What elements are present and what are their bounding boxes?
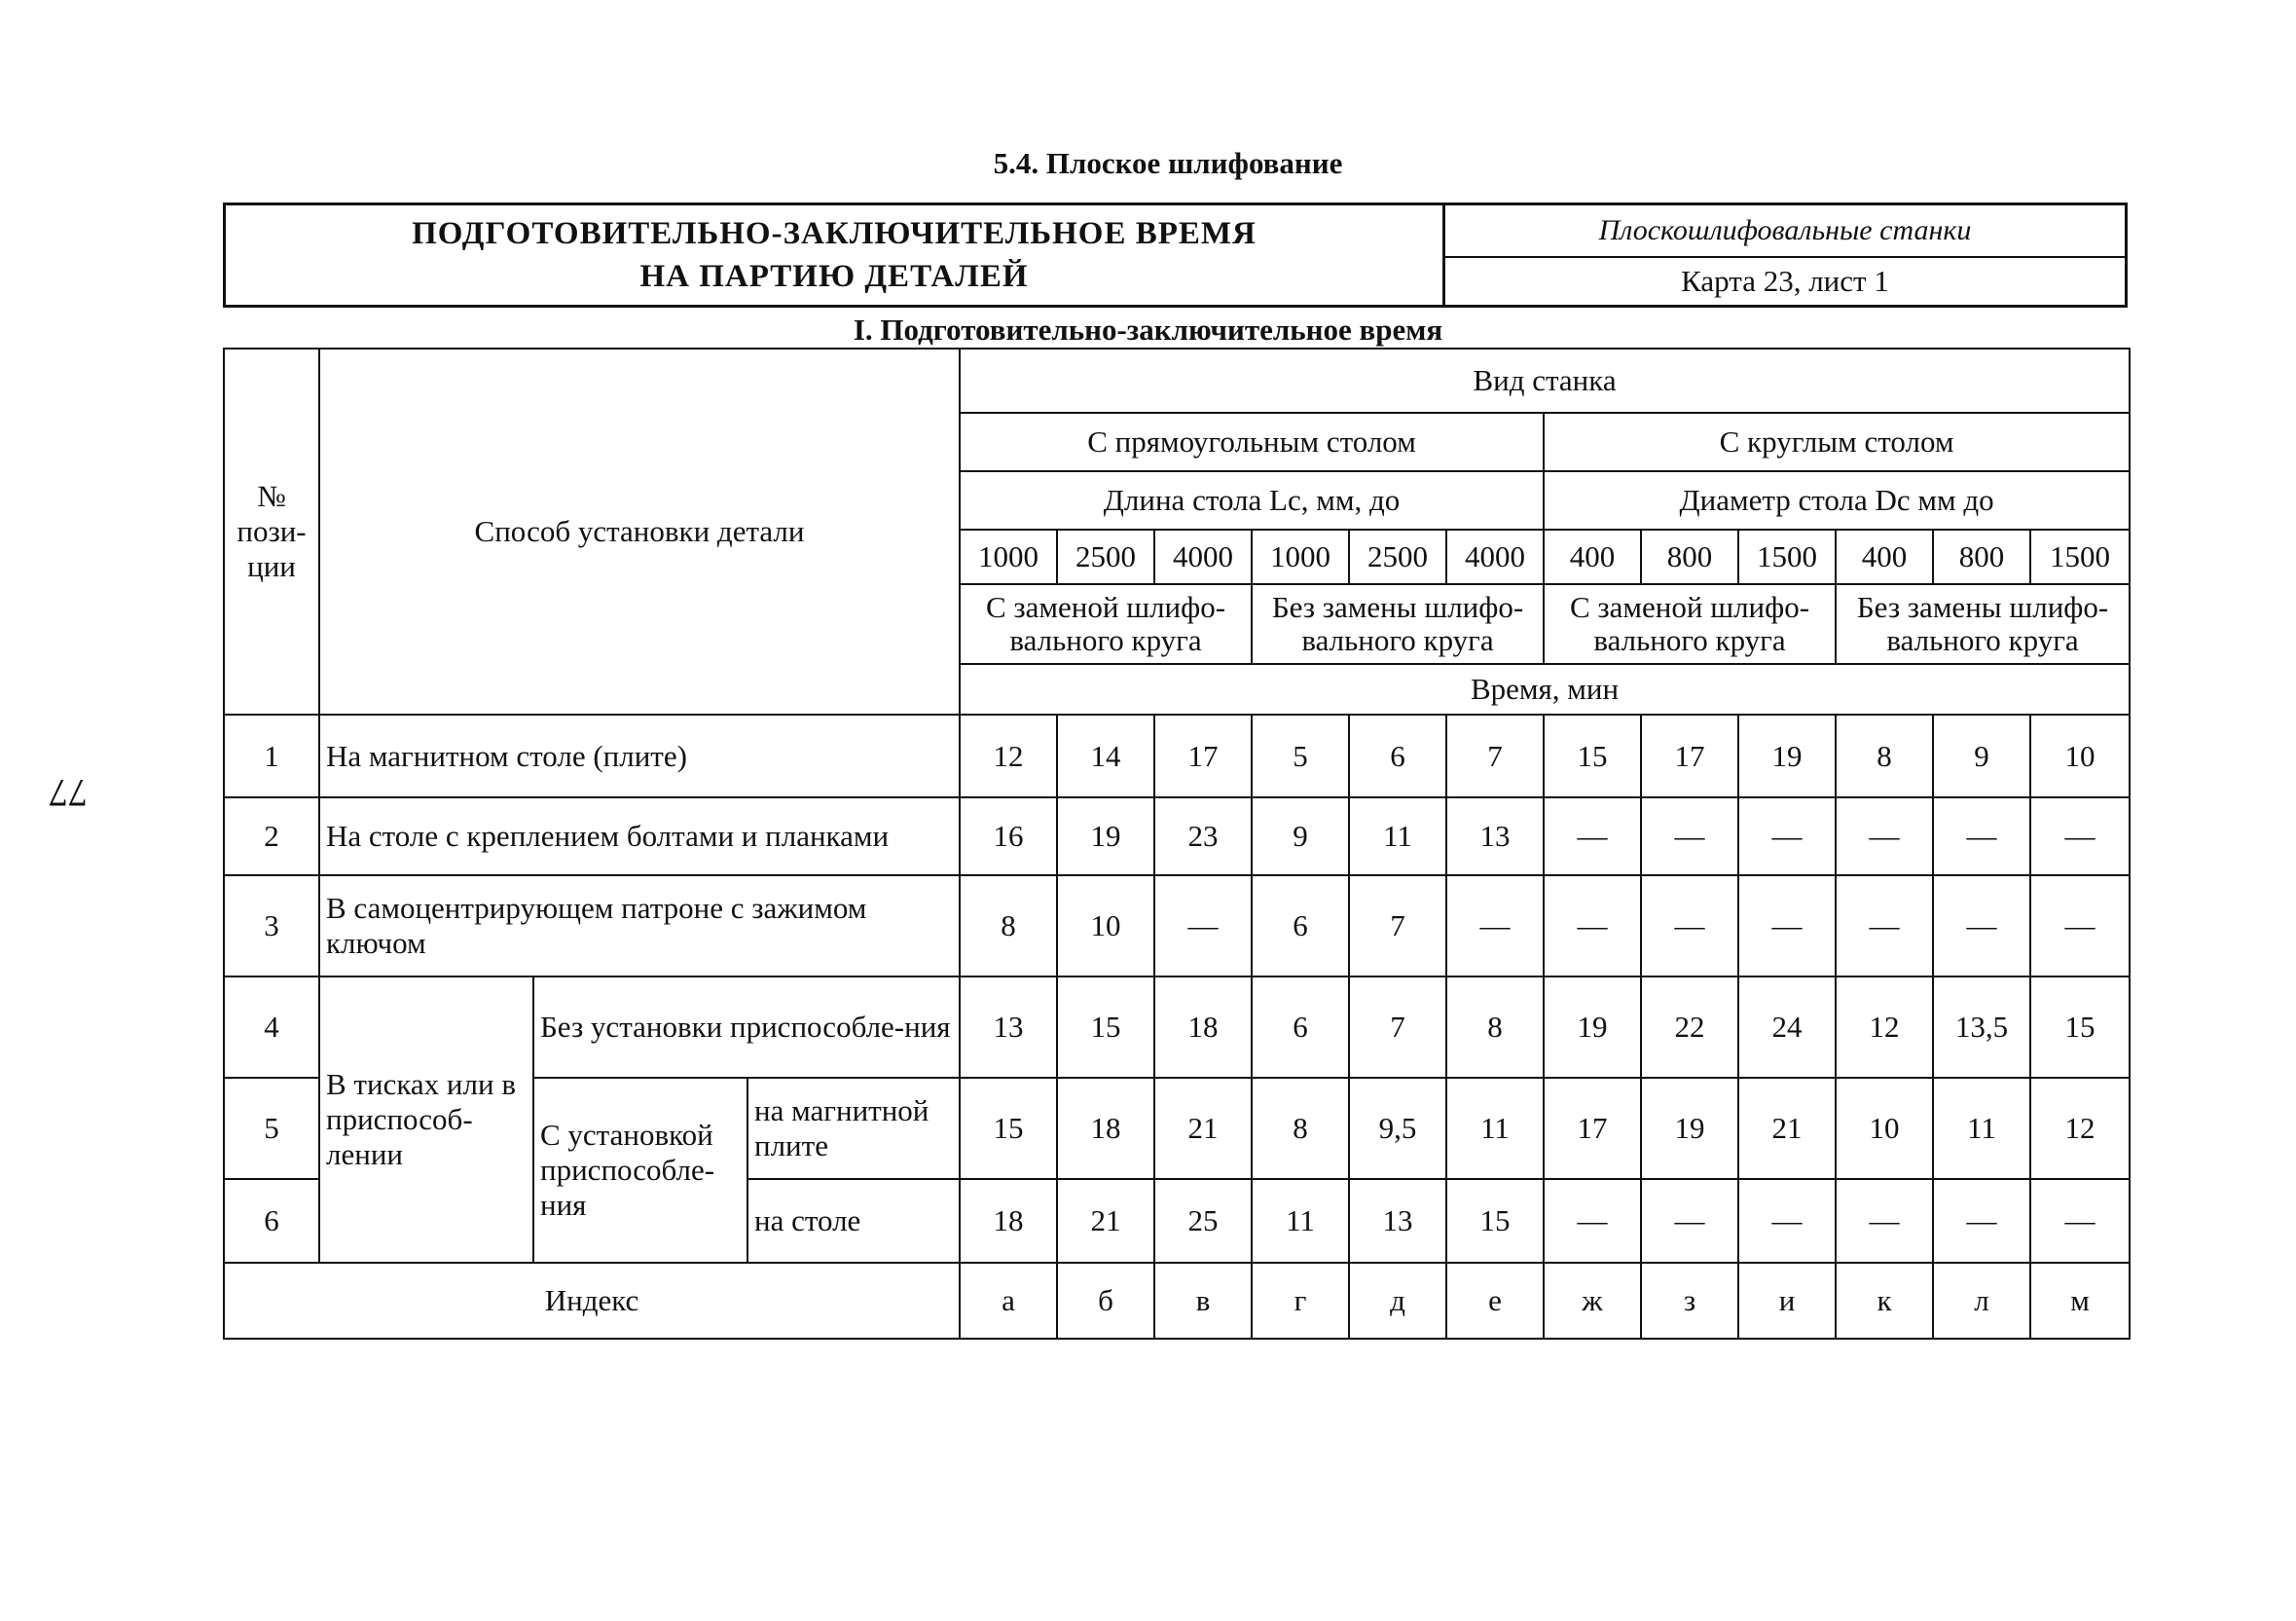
size-cell: 400 bbox=[1544, 530, 1641, 584]
col-method-header: Способ установки детали bbox=[319, 349, 960, 715]
index-cell: г bbox=[1252, 1263, 1349, 1339]
time-header: Время, мин bbox=[960, 664, 2130, 715]
row-number: 1 bbox=[224, 715, 319, 797]
row-number: 6 bbox=[224, 1179, 319, 1263]
prep-time-table bbox=[223, 348, 2131, 1340]
value-cell: 7 bbox=[1349, 976, 1446, 1078]
header-title-line1: ПОДГОТОВИТЕЛЬНО-ЗАКЛЮЧИТЕЛЬНОЕ ВРЕМЯ bbox=[412, 216, 1257, 251]
value-cell: — bbox=[2030, 875, 2130, 976]
value-cell: — bbox=[1641, 875, 1738, 976]
value-cell: — bbox=[1738, 875, 1836, 976]
section-title: 5.4. Плоское шлифование bbox=[993, 146, 1343, 180]
value-cell: 9,5 bbox=[1349, 1078, 1446, 1179]
index-cell: к bbox=[1836, 1263, 1933, 1339]
value-cell: — bbox=[1154, 875, 1252, 976]
value-cell: 9 bbox=[1933, 715, 2030, 797]
magnetic-plate-label: на магнитной плите bbox=[747, 1078, 960, 1179]
with-fixture-label: С установкой приспособле-ния bbox=[533, 1078, 747, 1263]
with-replace-header: С заменой шлифо-вального круга bbox=[960, 584, 1252, 664]
value-cell: — bbox=[1933, 875, 2030, 976]
value-cell: — bbox=[1544, 1179, 1641, 1263]
value-cell: 10 bbox=[1057, 875, 1154, 976]
row-method: На столе с креплением болтами и планками bbox=[319, 797, 960, 875]
value-cell: 9 bbox=[1252, 797, 1349, 875]
value-cell: — bbox=[2030, 1179, 2130, 1263]
no-fixture-label: Без установки приспособле-ния bbox=[533, 976, 960, 1078]
row-number: 2 bbox=[224, 797, 319, 875]
value-cell: 19 bbox=[1544, 976, 1641, 1078]
index-cell: л bbox=[1933, 1263, 2030, 1339]
size-cell: 2500 bbox=[1349, 530, 1446, 584]
value-cell: — bbox=[2030, 797, 2130, 875]
index-cell: ж bbox=[1544, 1263, 1641, 1339]
value-cell: 25 bbox=[1154, 1179, 1252, 1263]
index-cell: б bbox=[1057, 1263, 1154, 1339]
value-cell: 18 bbox=[1154, 976, 1252, 1078]
index-cell: е bbox=[1446, 1263, 1544, 1339]
value-cell: 10 bbox=[2030, 715, 2130, 797]
size-cell: 400 bbox=[1836, 530, 1933, 584]
value-cell: 11 bbox=[1446, 1078, 1544, 1179]
size-cell: 800 bbox=[1641, 530, 1738, 584]
without-replace-header: Без замены шлифо-вального круга bbox=[1836, 584, 2130, 664]
index-label: Индекс bbox=[224, 1263, 960, 1339]
value-cell: 12 bbox=[2030, 1078, 2130, 1179]
size-cell: 4000 bbox=[1446, 530, 1544, 584]
subsection-title: I. Подготовительно-заключительное время bbox=[853, 313, 1443, 347]
value-cell: 17 bbox=[1544, 1078, 1641, 1179]
value-cell: 6 bbox=[1252, 976, 1349, 1078]
value-cell: 11 bbox=[1252, 1179, 1349, 1263]
value-cell: 13 bbox=[1349, 1179, 1446, 1263]
value-cell: 5 bbox=[1252, 715, 1349, 797]
value-cell: 11 bbox=[1349, 797, 1446, 875]
machine-kind-header: Вид станка bbox=[960, 349, 2130, 413]
index-cell: м bbox=[2030, 1263, 2130, 1339]
round-table-header: С круглым столом bbox=[1544, 413, 2130, 471]
size-cell: 2500 bbox=[1057, 530, 1154, 584]
size-cell: 800 bbox=[1933, 530, 2030, 584]
value-cell: 18 bbox=[1057, 1078, 1154, 1179]
value-cell: 24 bbox=[1738, 976, 1836, 1078]
value-cell: 21 bbox=[1154, 1078, 1252, 1179]
on-table-label: на столе bbox=[747, 1179, 960, 1263]
value-cell: — bbox=[1446, 875, 1544, 976]
value-cell: 18 bbox=[960, 1179, 1057, 1263]
value-cell: 16 bbox=[960, 797, 1057, 875]
value-cell: 15 bbox=[2030, 976, 2130, 1078]
value-cell: 19 bbox=[1738, 715, 1836, 797]
index-cell: з bbox=[1641, 1263, 1738, 1339]
value-cell: — bbox=[1738, 1179, 1836, 1263]
value-cell: 8 bbox=[1446, 976, 1544, 1078]
value-cell: 8 bbox=[1252, 1078, 1349, 1179]
card-number: Карта 23, лист 1 bbox=[1681, 264, 1889, 298]
value-cell: 11 bbox=[1933, 1078, 2030, 1179]
col-position-header: № пози-ции bbox=[224, 349, 319, 715]
rect-table-header: С прямоугольным столом bbox=[960, 413, 1544, 471]
value-cell: 7 bbox=[1349, 875, 1446, 976]
value-cell: 6 bbox=[1349, 715, 1446, 797]
header-title-line2: НА ПАРТИЮ ДЕТАЛЕЙ bbox=[639, 259, 1029, 294]
size-cell: 1000 bbox=[1252, 530, 1349, 584]
row-number: 5 bbox=[224, 1078, 319, 1179]
value-cell: 17 bbox=[1154, 715, 1252, 797]
value-cell: 13,5 bbox=[1933, 976, 2030, 1078]
value-cell: 8 bbox=[960, 875, 1057, 976]
value-cell: 21 bbox=[1738, 1078, 1836, 1179]
value-cell: 8 bbox=[1836, 715, 1933, 797]
value-cell: 19 bbox=[1641, 1078, 1738, 1179]
row-method: На магнитном столе (плите) bbox=[319, 715, 960, 797]
value-cell: 12 bbox=[1836, 976, 1933, 1078]
value-cell: 15 bbox=[1057, 976, 1154, 1078]
with-replace-header: С заменой шлифо-вального круга bbox=[1544, 584, 1836, 664]
index-cell: а bbox=[960, 1263, 1057, 1339]
round-diameter-header: Диаметр стола Dc мм до bbox=[1544, 471, 2130, 530]
value-cell: 15 bbox=[1544, 715, 1641, 797]
vise-group-label: В тисках или в приспособ-лении bbox=[319, 976, 533, 1263]
value-cell: 13 bbox=[1446, 797, 1544, 875]
header-title bbox=[226, 205, 1445, 305]
value-cell: — bbox=[1641, 797, 1738, 875]
value-cell: 19 bbox=[1057, 797, 1154, 875]
size-cell: 1500 bbox=[1738, 530, 1836, 584]
rect-length-header: Длина стола Lc, мм, до bbox=[960, 471, 1544, 530]
value-cell: — bbox=[1836, 797, 1933, 875]
row-number: 4 bbox=[224, 976, 319, 1078]
value-cell: — bbox=[1641, 1179, 1738, 1263]
value-cell: — bbox=[1738, 797, 1836, 875]
value-cell: 7 bbox=[1446, 715, 1544, 797]
value-cell: — bbox=[1836, 1179, 1933, 1263]
size-cell: 1000 bbox=[960, 530, 1057, 584]
without-replace-header: Без замены шлифо-вального круга bbox=[1252, 584, 1544, 664]
header-box bbox=[223, 203, 2128, 308]
size-cell: 1500 bbox=[2030, 530, 2130, 584]
value-cell: 23 bbox=[1154, 797, 1252, 875]
size-cell: 4000 bbox=[1154, 530, 1252, 584]
value-cell: 15 bbox=[1446, 1179, 1544, 1263]
value-cell: — bbox=[1544, 875, 1641, 976]
header-info bbox=[1445, 205, 2125, 305]
row-number: 3 bbox=[224, 875, 319, 976]
value-cell: — bbox=[1933, 797, 2030, 875]
value-cell: — bbox=[1544, 797, 1641, 875]
value-cell: 17 bbox=[1641, 715, 1738, 797]
row-method: В самоцентрирующем патроне с зажимом ключом bbox=[319, 875, 960, 976]
value-cell: 22 bbox=[1641, 976, 1738, 1078]
value-cell: 6 bbox=[1252, 875, 1349, 976]
value-cell: 14 bbox=[1057, 715, 1154, 797]
value-cell: — bbox=[1933, 1179, 2030, 1263]
index-cell: в bbox=[1154, 1263, 1252, 1339]
value-cell: — bbox=[1836, 875, 1933, 976]
value-cell: 21 bbox=[1057, 1179, 1154, 1263]
value-cell: 12 bbox=[960, 715, 1057, 797]
index-cell: и bbox=[1738, 1263, 1836, 1339]
value-cell: 10 bbox=[1836, 1078, 1933, 1179]
machine-type: Плоскошлифовальные станки bbox=[1445, 205, 2125, 258]
value-cell: 15 bbox=[960, 1078, 1057, 1179]
value-cell: 13 bbox=[960, 976, 1057, 1078]
page-number: 77 bbox=[49, 771, 88, 816]
index-cell: д bbox=[1349, 1263, 1446, 1339]
